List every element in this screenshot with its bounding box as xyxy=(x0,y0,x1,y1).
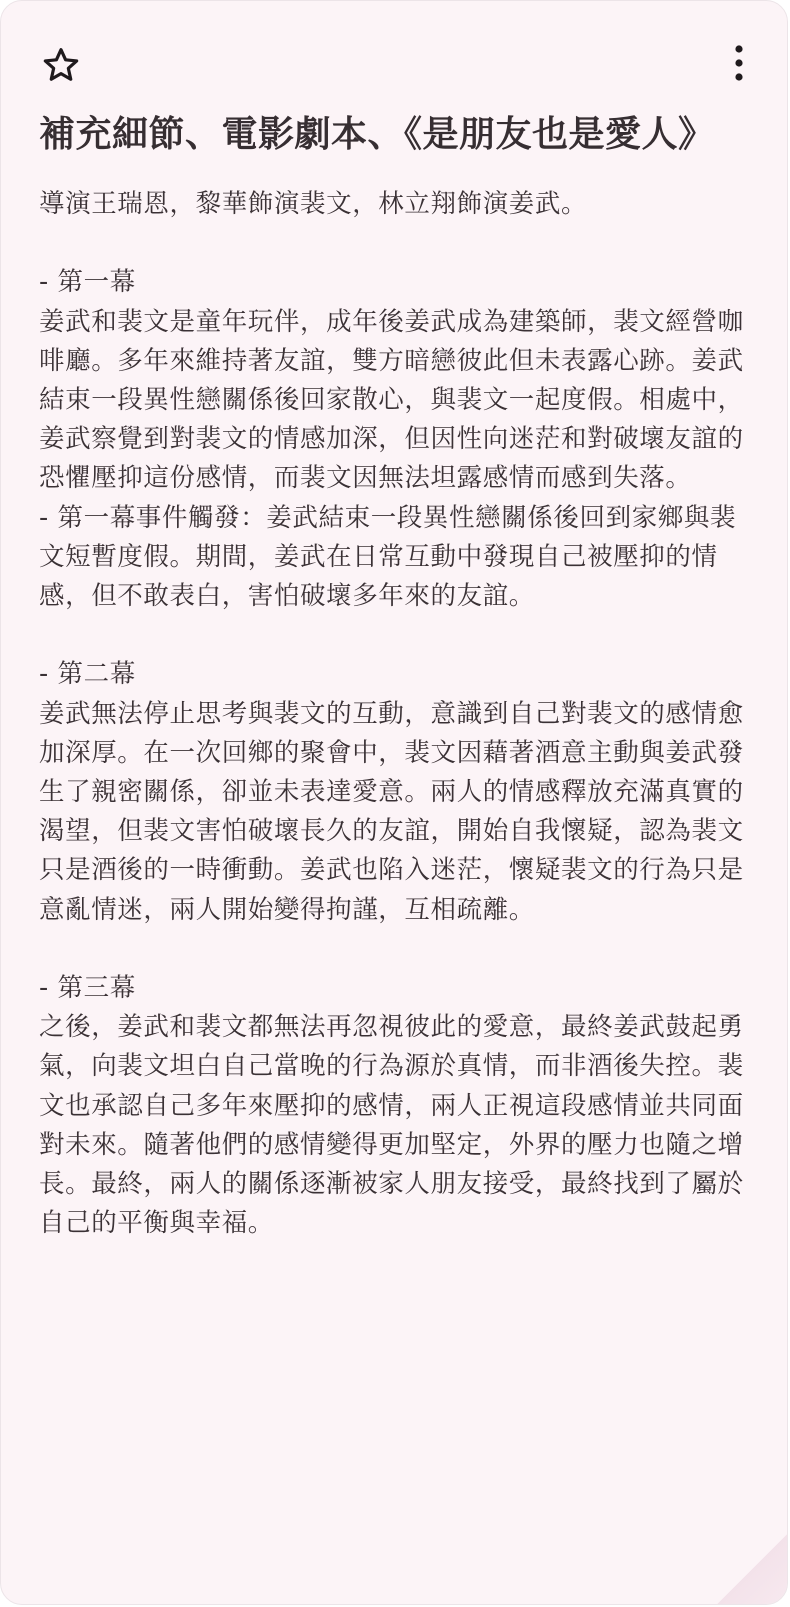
note-title: 補充細節、電影劇本、《是朋友也是愛人》 xyxy=(39,114,715,155)
act3-text: 之後，姜武和裴文都無法再忽視彼此的愛意，最終姜武鼓起勇氣，向裴文坦白自己當晚的行為源於真情，而非酒後失控。裴文也承認自己多年來壓抑的感情，兩人正視這段感情並共同面對未來。隨著他們的感情變得更加堅定，外界的壓力也隨之增長。最終，兩人的關係逐漸被家人朋友接受，最終找到了屬於自己的平衡與幸福。 xyxy=(39,1012,744,1239)
favorite-button[interactable] xyxy=(37,41,85,89)
act3-heading: - 第三幕 xyxy=(39,973,136,1004)
more-vertical-icon xyxy=(733,44,745,82)
note-toolbar xyxy=(1,1,787,121)
star-outline-icon xyxy=(41,45,81,85)
paragraph-spacer xyxy=(39,930,749,969)
note-body xyxy=(39,185,749,1243)
paragraph-spacer xyxy=(39,616,749,655)
act1-heading: - 第一幕 xyxy=(39,267,136,298)
more-options-button[interactable] xyxy=(721,39,757,87)
act1-event-text: - 第一幕事件觸發：姜武結束一段異性戀關係後回到家鄉與裴文短暫度假。期間，姜武在日常互動中發現自己被壓抑的情感，但不敢表白，害怕破壞多年來的友誼。 xyxy=(39,502,737,612)
paragraph-spacer xyxy=(39,224,749,263)
intro-text: 導演王瑞恩，黎華飾演裴文，林立翔飾演姜武。 xyxy=(39,189,588,219)
act1-text: 姜武和裴文是童年玩伴，成年後姜武成為建築師，裴文經營咖啡廳。多年來維持著友誼，雙方暗戀彼此但未表露心跡。姜武結束一段異性戀關係後回家散心，與裴文一起度假。相處中，姜武察覺到對裴文的情感加深，但因性向迷茫和對破壞友誼的恐懼壓抑這份感情，而裴文因無法坦露感情而感到失落。 xyxy=(39,306,744,494)
act2-heading: - 第二幕 xyxy=(39,659,136,690)
act2-text: 姜武無法停止思考與裴文的互動，意識到自己對裴文的感情愈加深厚。在一次回鄉的聚會中，裴文因藉著酒意主動與姜武發生了親密關係，卻並未表達愛意。兩人的情感釋放充滿真實的渴望，但裴文害怕破壞長久的友誼，開始自我懷疑，認為裴文只是酒後的一時衝動。姜武也陷入迷茫，懷疑裴文的行為只是意亂情迷，兩人開始變得拘謹，互相疏離。 xyxy=(39,698,744,925)
page-curl-decoration xyxy=(717,1534,787,1604)
